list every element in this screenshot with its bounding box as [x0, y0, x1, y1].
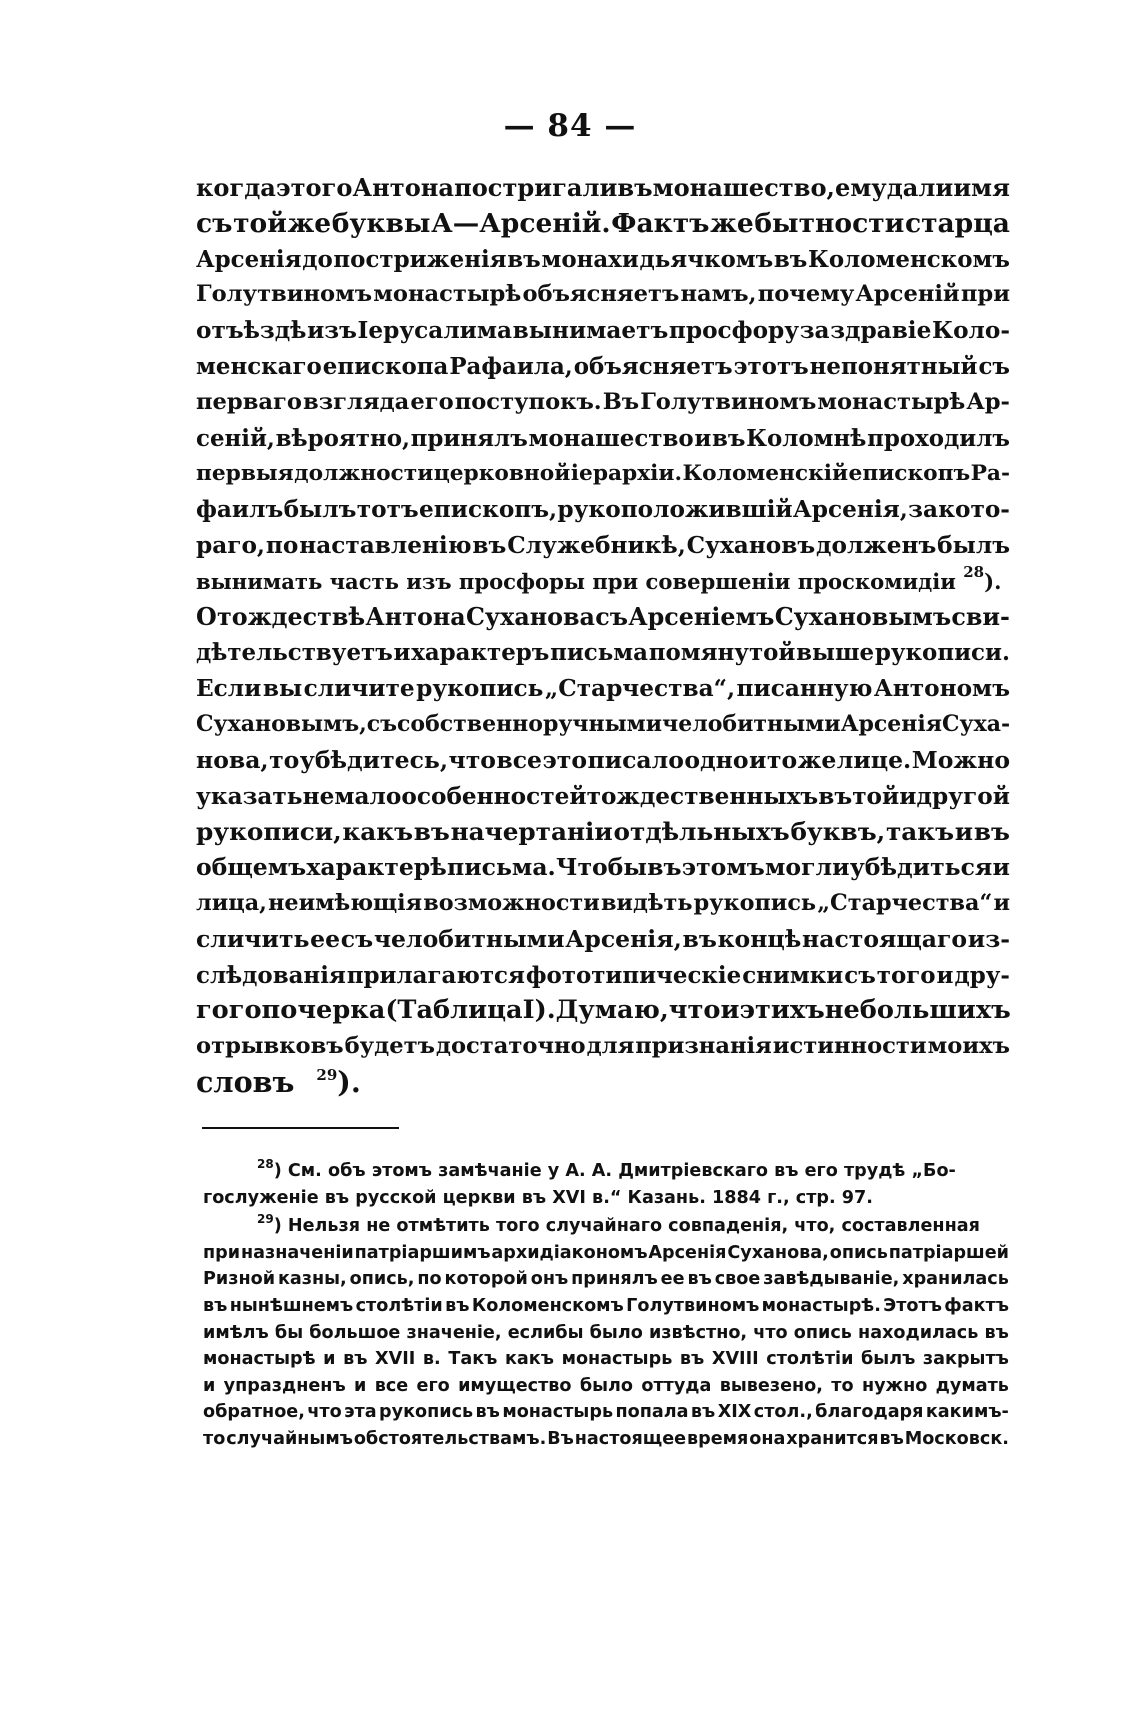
text-line: отъѣздѣ изъ Іерусалима вынимаетъ просфору за здравіе Коло-: [196, 317, 1010, 345]
text-line: съ той же буквы А—Арсеній. Фактъ же бытности старца: [196, 207, 1010, 239]
footnote-line: Ризной казны, опись, по которой онъ принялъ ее въ свое завѣдываніе, хранилась: [203, 1269, 1009, 1290]
footnote-29: [203, 1213, 1009, 1452]
text-line: указать не мало особенностей тождественныхъ въ той и другой: [196, 782, 1010, 810]
text-line: словъ $^{29}$).: [196, 1064, 361, 1099]
text-line: лица, неимѣющія возможности видѣть рукопись „Старчества“ и: [196, 889, 1010, 916]
footnote-28: [203, 1158, 1009, 1211]
footnote-line: обратное, что эта рукопись въ монастырь попала въ XIX стол., благодаря какимъ-: [203, 1402, 1009, 1423]
text-line: Сухановымъ, съ собственноручными челобитными Арсенія Суха-: [196, 710, 1011, 737]
footnote-line: въ нынѣшнемъ столѣтіи въ Коломенскомъ Голутвиномъ монастырѣ. Этотъ фактъ: [203, 1295, 1009, 1316]
text-line: когда этого Антона постригали въ монашество, ему дали имя: [196, 173, 1010, 202]
text-line: нова, то убѣдитесь, что все это писало одно и то же лице. Можно: [196, 745, 1010, 774]
footnotes: [203, 1158, 1009, 1455]
footnote-line: то случайнымъ обстоятельствамъ. Въ настоящее время она хранится въ Московск.: [203, 1428, 1009, 1449]
text-line: слѣдованія прилагаются фототипическіе снимки съ того и дру-: [196, 961, 1010, 989]
footnote-line: монастырѣ и въ XVII в. Такъ какъ монастырь въ XVIII столѣтіи былъ закрытъ: [203, 1349, 1009, 1370]
text-line: Арсенія до постриженія въ монахи дьячкомъ въ Коломенскомъ: [196, 245, 1010, 273]
footnote-line: гослуженіе въ русской церкви въ XVI в.“ Казань. 1884 г., стр. 97.: [203, 1187, 873, 1208]
text-line: гого почерка (Таблица І). Думаю, что и этихъ небольшихъ: [196, 995, 1011, 1026]
text-line: раго, по наставленію въ Служебникѣ, Сухановъ долженъ былъ: [196, 531, 1010, 559]
footnote-line: и упраздненъ и все его имущество было оттуда вывезено, то нужно думать: [203, 1375, 1009, 1396]
footnote-line: имѣлъ бы большое значеніе, еслибы было извѣстно, что опись находилась въ: [203, 1322, 1009, 1343]
page-number: — 84 —: [503, 108, 637, 144]
text-line: вынимать часть изъ просфоры при совершеніи проскомидіи $^{28}$).: [196, 562, 1002, 594]
footnote-ref-28[interactable]: 28: [963, 562, 985, 581]
text-line: отрывковъ будетъ достаточно для признанія истинности моихъ: [196, 1033, 1010, 1060]
footnote-divider: [202, 1127, 399, 1129]
footnote-mark: 29: [257, 1212, 274, 1227]
text-line: первыя должности церковной іерархіи. Коломенскій епископъ Ра-: [196, 461, 1010, 487]
text-line: общемъ характерѣ письма. Чтобы въ этомъ могли убѣдиться и: [196, 853, 1010, 882]
footnote-line: $^{29}$) Нельзя не отмѣтить того случайнаго совпаденія, что, составленная: [257, 1212, 980, 1237]
footnote-line: $^{28}$) См. объ этомъ замѣчаніе у А. А. Дмитріевскаго въ его трудѣ „Бо-: [257, 1157, 956, 1181]
text-line: рукописи, какъ въ начертаніи отдѣльныхъ буквъ, такъ и въ: [196, 817, 1010, 847]
text-line: сеній, вѣроятно, принялъ монашество и въ Коломнѣ проходилъ: [196, 424, 1010, 452]
footnote-mark: 28: [257, 1157, 274, 1171]
footnote-line: при назначеніи патріаршимъ архидіакономъ Арсенія Суханова, опись патріаршей: [203, 1242, 1009, 1263]
text-line: перваго взгляда его поступокъ. Въ Голутвиномъ монастырѣ Ар-: [196, 388, 1010, 415]
text-line: сличить ее съ челобитными Арсенія, въ концѣ настоящаго из-: [196, 924, 1010, 953]
footnote-ref-29[interactable]: 29: [316, 1065, 338, 1084]
text-line: О тождествѣ Антона Суханова съ Арсеніемъ Сухановымъ сви-: [196, 602, 1010, 631]
text-line: дѣтельствуетъ и характеръ письма помянутой выше рукописи.: [196, 639, 1010, 667]
text-line: Голутвиномъ монастырѣ объясняетъ намъ, почему Арсеній при: [196, 281, 1010, 308]
text-line: фаилъ былъ тотъ епископъ, рукоположившій Арсенія, за кото-: [196, 496, 1010, 524]
main-text: [196, 170, 1010, 1101]
text-line: Если вы сличите рукопись „Старчества“, писанную Антономъ: [196, 675, 1010, 703]
text-line: менскаго епископа Рафаила, объясняетъ этотъ непонятный съ: [196, 352, 1010, 380]
